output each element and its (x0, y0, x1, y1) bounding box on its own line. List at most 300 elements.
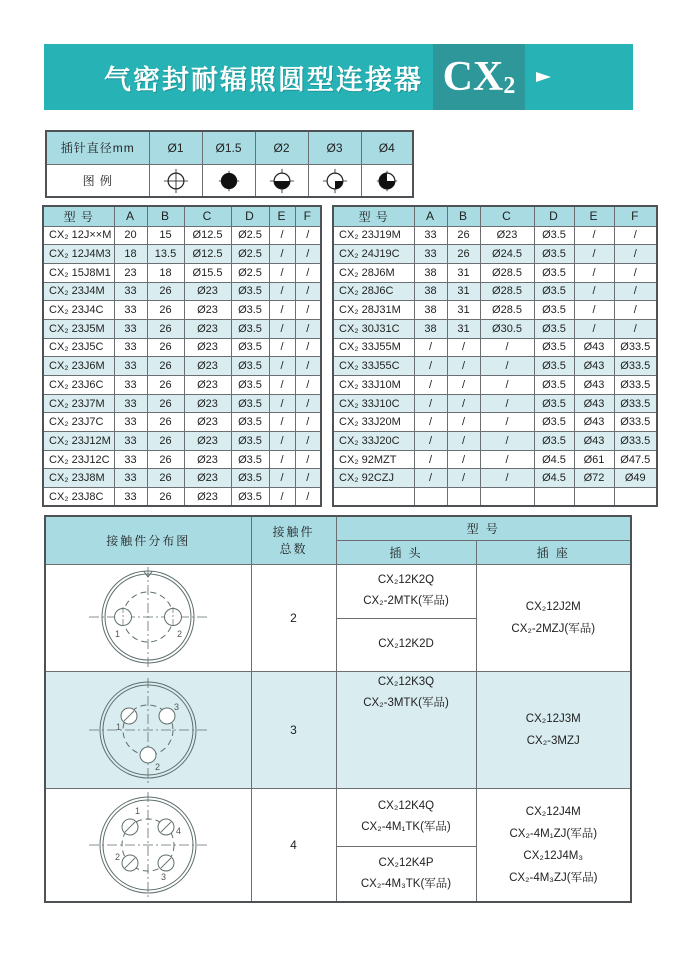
model-cell (333, 488, 414, 507)
value-cell: 33 (114, 357, 147, 376)
spec-row (333, 226, 657, 245)
model-cell: CX₂ 23J6C (43, 376, 114, 395)
value-cell: / (414, 413, 447, 432)
legend-row-label: 图 例 (46, 164, 149, 197)
value-cell: 26 (147, 413, 184, 432)
value-cell: / (269, 394, 295, 413)
value-cell: Ø23 (184, 394, 231, 413)
value-cell: Ø23 (184, 376, 231, 395)
value-cell: Ø23 (184, 282, 231, 301)
value-cell (447, 488, 480, 507)
model-cell: CX₂ 23J4C (43, 301, 114, 320)
value-cell: / (295, 450, 321, 469)
value-cell: Ø47.5 (614, 450, 657, 469)
value-cell: / (269, 226, 295, 245)
spec-row (333, 338, 657, 357)
spec-row (43, 469, 321, 488)
value-cell: Ø43 (574, 432, 614, 451)
value-cell (574, 488, 614, 507)
diameter-value: Ø1 (149, 131, 202, 164)
value-cell: / (414, 376, 447, 395)
value-cell: / (269, 301, 295, 320)
value-cell: 26 (147, 319, 184, 338)
model-cell: CX₂ 15J8M1 (43, 263, 114, 282)
spec-row (43, 245, 321, 264)
value-cell: / (295, 301, 321, 320)
socket-models: CX₂12J3M CX₂-3MZJ (476, 671, 631, 788)
value-cell: / (614, 263, 657, 282)
spec-row (43, 488, 321, 507)
value-cell: / (269, 245, 295, 264)
value-cell: 13.5 (147, 245, 184, 264)
value-cell: Ø43 (574, 376, 614, 395)
svg-text:3: 3 (174, 701, 180, 712)
plug-models-a: CX₂12K2Q CX₂-2MTK(军品) (337, 565, 476, 619)
value-cell: 26 (147, 301, 184, 320)
value-cell: / (447, 432, 480, 451)
value-cell: Ø33.5 (614, 338, 657, 357)
spec-row (43, 413, 321, 432)
model-cell: CX₂ 92MZT (333, 450, 414, 469)
model-cell: CX₂ 23J8C (43, 488, 114, 507)
diameter-value: Ø3 (308, 131, 361, 164)
column-header: D (534, 206, 574, 226)
column-header: C (480, 206, 534, 226)
spec-row (333, 432, 657, 451)
contact-header-row-1 (45, 516, 631, 540)
plug-column-header: 插 头 (336, 540, 476, 564)
value-cell: 31 (447, 263, 480, 282)
column-header: 型 号 (43, 206, 114, 226)
value-cell: 20 (114, 226, 147, 245)
value-cell (614, 488, 657, 507)
column-header: E (269, 206, 295, 226)
model-cell: CX₂ 12J4M3 (43, 245, 114, 264)
model-cell: CX₂ 92CZJ (333, 469, 414, 488)
spec-row (43, 376, 321, 395)
contact-row-2pin (45, 564, 631, 671)
value-cell: Ø72 (574, 469, 614, 488)
value-cell: / (614, 319, 657, 338)
model-cell: CX₂ 23J8M (43, 469, 114, 488)
pin-diameter-table (45, 130, 414, 198)
value-cell: 33 (114, 432, 147, 451)
value-cell: 33 (114, 469, 147, 488)
pin-circle-filled-icon (216, 168, 242, 194)
model-cell: CX₂ 23J19M (333, 226, 414, 245)
value-cell: 33 (114, 450, 147, 469)
value-cell: Ø3.5 (534, 376, 574, 395)
value-cell: Ø3.5 (231, 338, 269, 357)
value-cell: Ø12.5 (184, 226, 231, 245)
value-cell: / (574, 226, 614, 245)
value-cell: 33 (114, 376, 147, 395)
value-cell: 26 (447, 226, 480, 245)
value-cell: Ø3.5 (534, 245, 574, 264)
value-cell: Ø15.5 (184, 263, 231, 282)
pin-circle-bottom-half-icon (269, 168, 295, 194)
spec-header-row (43, 206, 321, 226)
value-cell: / (295, 469, 321, 488)
spec-row (43, 450, 321, 469)
model-cell: CX₂ 23J12M (43, 432, 114, 451)
socket-models: CX₂12J4M CX₂-4M₁ZJ(军品) CX₂12J4M₃ CX₂-4M₃ZJ(军品) (476, 788, 631, 902)
value-cell: / (480, 450, 534, 469)
value-cell: Ø23 (184, 319, 231, 338)
value-cell: Ø2.5 (231, 226, 269, 245)
value-cell: 23 (114, 263, 147, 282)
value-cell: / (295, 282, 321, 301)
column-header: B (447, 206, 480, 226)
contact-count: 4 (251, 788, 336, 902)
socket-models: CX₂12J2M CX₂-2MZJ(军品) (476, 564, 631, 671)
value-cell: / (295, 394, 321, 413)
model-cell: CX₂ 23J7M (43, 394, 114, 413)
svg-text:2: 2 (115, 851, 121, 862)
contact-count: 3 (251, 671, 336, 788)
value-cell: Ø23 (184, 432, 231, 451)
model-cell: CX₂ 23J7C (43, 413, 114, 432)
value-cell: Ø23 (184, 488, 231, 507)
value-cell: Ø33.5 (614, 432, 657, 451)
spec-row (43, 338, 321, 357)
value-cell: Ø3.5 (534, 357, 574, 376)
value-cell: 33 (114, 394, 147, 413)
value-cell: / (295, 226, 321, 245)
value-cell: / (269, 319, 295, 338)
value-cell: / (295, 413, 321, 432)
value-cell: Ø3.5 (231, 413, 269, 432)
value-cell: Ø3.5 (534, 282, 574, 301)
value-cell: / (295, 245, 321, 264)
contact-count: 2 (251, 564, 336, 671)
value-cell: 18 (114, 245, 147, 264)
value-cell: Ø3.5 (534, 413, 574, 432)
value-cell: Ø3.5 (231, 319, 269, 338)
value-cell: Ø33.5 (614, 376, 657, 395)
value-cell: / (269, 263, 295, 282)
model-cell: CX₂ 30J31C (333, 319, 414, 338)
model-cell: CX₂ 33J10C (333, 394, 414, 413)
svg-text:1: 1 (116, 721, 122, 732)
value-cell: Ø4.5 (534, 469, 574, 488)
connector-face-4pin-diagram (73, 790, 223, 900)
value-cell: Ø23 (184, 357, 231, 376)
value-cell: Ø49 (614, 469, 657, 488)
value-cell: / (295, 319, 321, 338)
spec-table-right (332, 205, 658, 507)
plug-models-a: CX₂12K4Q CX₂-4M₁TK(军品) (337, 789, 476, 847)
spec-row (43, 357, 321, 376)
svg-text:3: 3 (161, 871, 167, 882)
value-cell: 26 (147, 432, 184, 451)
svg-text:2: 2 (155, 761, 161, 772)
value-cell: Ø23 (184, 450, 231, 469)
value-cell: / (480, 432, 534, 451)
value-cell: / (480, 413, 534, 432)
spec-row (43, 301, 321, 320)
value-cell: / (295, 488, 321, 507)
value-cell: 26 (147, 469, 184, 488)
value-cell: / (480, 357, 534, 376)
value-cell: / (269, 413, 295, 432)
value-cell: Ø3.5 (534, 394, 574, 413)
value-cell: Ø3.5 (534, 432, 574, 451)
value-cell: 26 (447, 245, 480, 264)
value-cell: / (480, 338, 534, 357)
value-cell: 33 (114, 282, 147, 301)
diameter-value: Ø2 (255, 131, 308, 164)
value-cell (414, 488, 447, 507)
value-cell: Ø3.5 (534, 263, 574, 282)
svg-text:2: 2 (177, 629, 183, 639)
value-cell: / (414, 338, 447, 357)
contact-row-4pin (45, 788, 631, 902)
value-cell: Ø3.5 (231, 432, 269, 451)
value-cell: 26 (147, 357, 184, 376)
spec-header-row (333, 206, 657, 226)
value-cell: / (269, 282, 295, 301)
value-cell: Ø3.5 (534, 338, 574, 357)
value-cell: / (295, 376, 321, 395)
spec-row (333, 245, 657, 264)
value-cell: 33 (414, 226, 447, 245)
value-cell: / (269, 450, 295, 469)
value-cell: / (480, 376, 534, 395)
value-cell: Ø12.5 (184, 245, 231, 264)
value-cell: / (447, 357, 480, 376)
pin-circle-open-crosshair-icon (163, 168, 189, 194)
value-cell: Ø28.5 (480, 301, 534, 320)
value-cell: Ø23 (184, 413, 231, 432)
value-cell: Ø30.5 (480, 319, 534, 338)
model-cell: CX₂ 28J6M (333, 263, 414, 282)
model-cell: CX₂ 23J4M (43, 282, 114, 301)
spec-table-left (42, 205, 322, 507)
spec-row (333, 413, 657, 432)
value-cell: / (414, 450, 447, 469)
value-cell: Ø28.5 (480, 263, 534, 282)
value-cell (480, 488, 534, 507)
column-header: F (295, 206, 321, 226)
value-cell: 38 (414, 263, 447, 282)
spec-row (333, 301, 657, 320)
value-cell: 33 (114, 338, 147, 357)
value-cell: Ø3.5 (231, 469, 269, 488)
value-cell: 26 (147, 282, 184, 301)
value-cell: / (414, 432, 447, 451)
model-cell: CX₂ 23J6M (43, 357, 114, 376)
value-cell: Ø3.5 (231, 357, 269, 376)
value-cell: / (447, 413, 480, 432)
value-cell: 33 (114, 319, 147, 338)
model-subscript: 2 (503, 73, 516, 99)
contact-row-3pin (45, 671, 631, 788)
spec-row (333, 319, 657, 338)
diameter-value: Ø4 (361, 131, 413, 164)
value-cell: 26 (147, 376, 184, 395)
value-cell: / (414, 357, 447, 376)
value-cell: / (574, 301, 614, 320)
value-cell: / (295, 263, 321, 282)
value-cell: / (480, 469, 534, 488)
value-cell: 26 (147, 338, 184, 357)
pin-circle-three-quarter-icon (374, 168, 400, 194)
value-cell: / (447, 469, 480, 488)
value-cell: / (574, 319, 614, 338)
spec-row (333, 394, 657, 413)
value-cell: Ø3.5 (231, 301, 269, 320)
model-cell: CX₂ 33J55C (333, 357, 414, 376)
model-cell: CX₂ 23J5M (43, 319, 114, 338)
pin-circle-quarter-icon (322, 168, 348, 194)
value-cell: Ø3.5 (231, 450, 269, 469)
value-cell: / (574, 263, 614, 282)
column-header: A (114, 206, 147, 226)
value-cell: Ø24.5 (480, 245, 534, 264)
value-cell: Ø23 (184, 301, 231, 320)
svg-text:4: 4 (176, 825, 182, 836)
column-header: D (231, 206, 269, 226)
connector-face-2pin-diagram (73, 565, 223, 670)
value-cell: / (574, 245, 614, 264)
connector-face-3pin-diagram (73, 674, 223, 786)
value-cell: Ø43 (574, 413, 614, 432)
model-cell: CX₂ 33J20M (333, 413, 414, 432)
spec-row (43, 432, 321, 451)
model-badge (433, 44, 525, 110)
value-cell: Ø43 (574, 338, 614, 357)
spec-row (333, 263, 657, 282)
value-cell: Ø33.5 (614, 357, 657, 376)
value-cell: Ø43 (574, 394, 614, 413)
value-cell: Ø3.5 (534, 226, 574, 245)
plug-models-b: CX₂12K2D (378, 638, 434, 650)
column-header: B (147, 206, 184, 226)
spec-row (43, 394, 321, 413)
value-cell: / (269, 432, 295, 451)
value-cell: Ø3.5 (231, 282, 269, 301)
model-cell: CX₂ 33J10M (333, 376, 414, 395)
diameter-row-label: 插针直径mm (46, 131, 149, 164)
model-cell: CX₂ 28J6C (333, 282, 414, 301)
value-cell: 31 (447, 282, 480, 301)
diameter-header-row (46, 131, 413, 164)
value-cell: Ø28.5 (480, 282, 534, 301)
value-cell (534, 488, 574, 507)
value-cell: / (295, 432, 321, 451)
value-cell: / (414, 394, 447, 413)
value-cell: / (269, 338, 295, 357)
header-banner (44, 44, 633, 110)
value-cell: Ø3.5 (534, 319, 574, 338)
value-cell: 26 (147, 450, 184, 469)
column-header: C (184, 206, 231, 226)
value-cell: / (614, 282, 657, 301)
value-cell: / (447, 376, 480, 395)
spec-row (43, 263, 321, 282)
value-cell: Ø23 (184, 469, 231, 488)
value-cell: 15 (147, 226, 184, 245)
value-cell: Ø43 (574, 357, 614, 376)
value-cell: / (614, 245, 657, 264)
spec-row (333, 488, 657, 507)
model-cell: CX₂ 28J31M (333, 301, 414, 320)
value-cell: 33 (414, 245, 447, 264)
model-cell: CX₂ 23J12C (43, 450, 114, 469)
spec-row (333, 282, 657, 301)
value-cell: / (574, 282, 614, 301)
value-cell: 26 (147, 488, 184, 507)
value-cell: / (447, 394, 480, 413)
value-cell: / (269, 376, 295, 395)
value-cell: / (447, 450, 480, 469)
spec-row (333, 357, 657, 376)
legend-row (46, 164, 413, 197)
value-cell: Ø3.5 (231, 376, 269, 395)
value-cell: Ø23 (480, 226, 534, 245)
svg-text:1: 1 (135, 805, 141, 816)
value-cell: Ø33.5 (614, 413, 657, 432)
value-cell: Ø23 (184, 338, 231, 357)
spec-row (333, 469, 657, 488)
value-cell: / (269, 488, 295, 507)
value-cell: / (614, 301, 657, 320)
column-header: 型 号 (333, 206, 414, 226)
spec-row (333, 450, 657, 469)
value-cell: 33 (114, 488, 147, 507)
value-cell: / (269, 357, 295, 376)
value-cell: Ø4.5 (534, 450, 574, 469)
column-header: F (614, 206, 657, 226)
plug-models-a: CX₂12K3Q CX₂-3MTK(军品) (363, 675, 449, 709)
value-cell: Ø2.5 (231, 263, 269, 282)
value-cell: / (295, 338, 321, 357)
model-text: CX (442, 54, 504, 100)
value-cell: 31 (447, 319, 480, 338)
arrow-right-icon (536, 72, 551, 82)
value-cell: 33 (114, 301, 147, 320)
model-cell: CX₂ 24J19C (333, 245, 414, 264)
contact-arrangement-table (44, 515, 632, 903)
value-cell: 18 (147, 263, 184, 282)
value-cell: 38 (414, 301, 447, 320)
value-cell: / (295, 357, 321, 376)
value-cell: / (447, 338, 480, 357)
diagram-column-header: 接触件分布图 (45, 516, 251, 564)
spec-row (43, 226, 321, 245)
value-cell: 26 (147, 394, 184, 413)
model-cell: CX₂ 12J××M (43, 226, 114, 245)
plug-models-b: CX₂12K4P CX₂-4M₃TK(军品) (360, 856, 452, 890)
model-cell: CX₂ 23J5C (43, 338, 114, 357)
value-cell: Ø3.5 (231, 394, 269, 413)
value-cell: / (614, 226, 657, 245)
value-cell: Ø2.5 (231, 245, 269, 264)
model-column-header: 型 号 (336, 516, 631, 540)
count-column-header: 接触件 总数 (251, 516, 336, 564)
value-cell: 38 (414, 319, 447, 338)
page-title: 气密封耐辐照圆型连接器 (104, 64, 423, 95)
value-cell: / (269, 469, 295, 488)
column-header: A (414, 206, 447, 226)
spec-row (43, 282, 321, 301)
value-cell: 31 (447, 301, 480, 320)
value-cell: 38 (414, 282, 447, 301)
value-cell: Ø61 (574, 450, 614, 469)
value-cell: Ø3.5 (231, 488, 269, 507)
value-cell: Ø3.5 (534, 301, 574, 320)
